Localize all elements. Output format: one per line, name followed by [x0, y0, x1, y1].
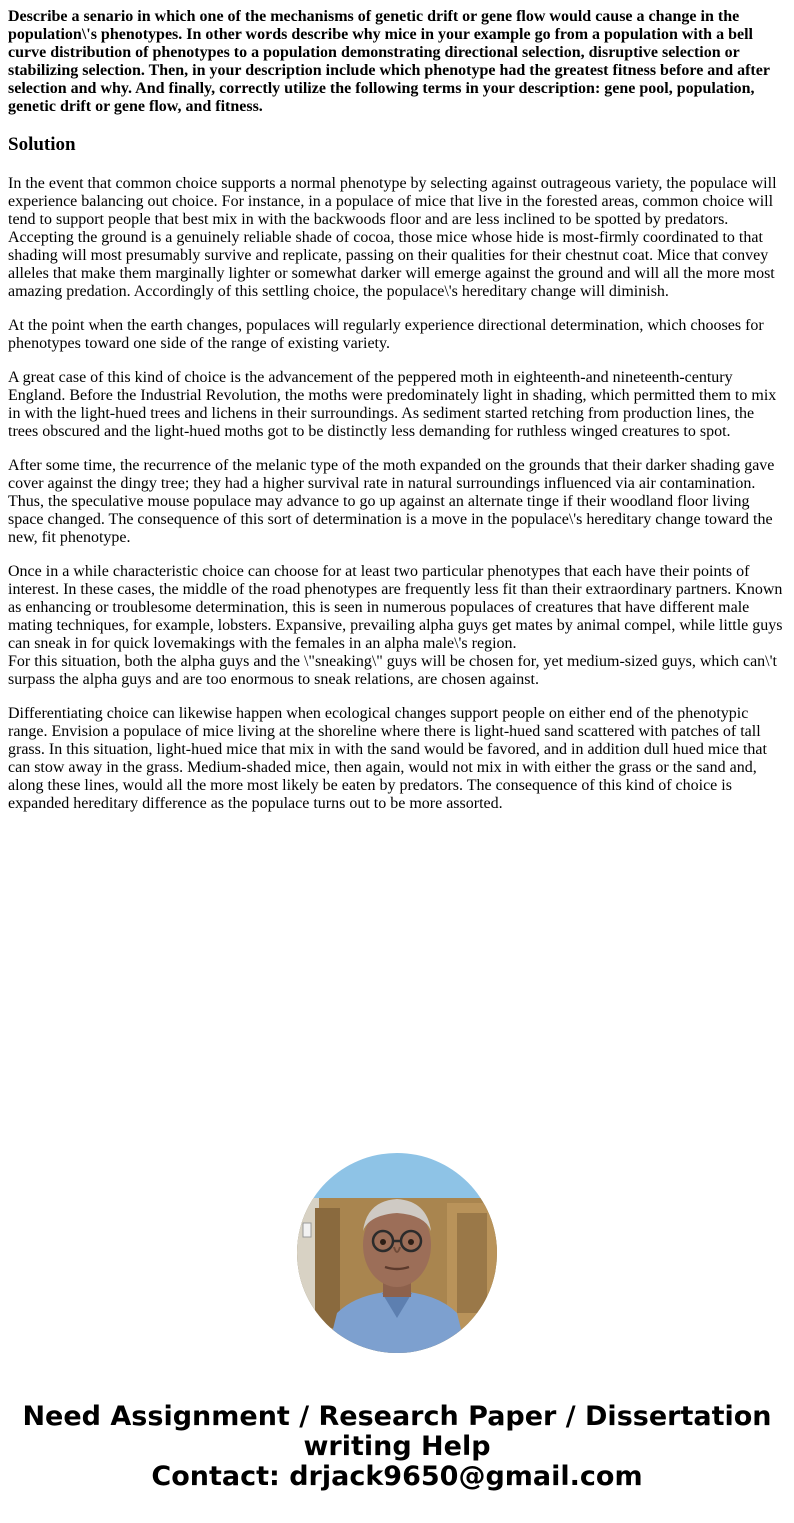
contact-footer [0, 1402, 794, 1492]
footer-line-1: Need Assignment / Research Paper / Dissertation [22, 1401, 772, 1432]
question-text: Describe a senario in which one of the mechanisms of genetic drift or gene flow would cause a change in the population\'s phenotypes. In other words describe why mice in your example go from a population with a bell curve distribution of phenotypes to a population demonstrating directional selection, disruptive selection or stabilizing selection. Then, in your description include which phenotype had the greatest fitness before and after selection and why. And finally, correctly utilize the following terms in your description: gene pool, population, genetic drift or gene flow, and fitness. [8, 8, 770, 115]
footer-contact-line: Contact: drjack9650@gmail.com [151, 1461, 643, 1492]
solution-paragraph-5 [8, 563, 786, 689]
footer-line-2: writing Help [303, 1431, 491, 1462]
solution-paragraph-5-part-2: For this situation, both the alpha guys and the \"sneaking\" guys will be chosen for, yet medium-sized guys, which can\'t surpass the alpha guys and are too enormous to sneak relations, are chosen against. [8, 653, 777, 688]
author-photo-icon [297, 1153, 497, 1353]
solution-paragraph-5-part-1: Once in a while characteristic choice can choose for at least two particular phenotypes that each have their points of interest. In these cases, the middle of the road phenotypes are frequently less fit than their extraordinary partners. Known as enhancing or troublesome determination, this is seen in numerous populaces of creatures that have different male mating techniques, for example, lobsters. Expansive, prevailing alpha guys get mates by animal compel, while little guys can sneak in for quick lovemakings with the females in an alpha male\'s region. [8, 563, 783, 652]
solution-heading: Solution [8, 134, 76, 155]
document-body [8, 8, 786, 829]
solution-paragraph-1: In the event that common choice supports a normal phenotype by selecting against outrageous variety, the populace will experience balancing out choice. For instance, in a populace of mice that live in the forested areas, common choice will tend to support people that best mix in with the backwoods floor and are less inclined to be spotted by predators. Accepting the ground is a genuinely reliable shade of cocoa, those mice whose hide is most-firmly coordinated to that shading will most presumably survive and replicate, passing on their qualities for their chestnut coat. Mice that convey alleles that make them marginally lighter or somewhat darker will emerge against the ground and will all the more most amazing predation. Accordingly of this settling choice, the populace\'s hereditary change will diminish. [8, 175, 777, 300]
author-avatar [297, 1153, 497, 1353]
solution-paragraph-6: Differentiating choice can likewise happen when ecological changes support people on either end of the phenotypic range. Envision a populace of mice living at the shoreline where there is light-hued sand scattered with patches of tall grass. In this situation, light-hued mice that mix in with the sand would be favored, and in addition dull hued mice that can stow away in the grass. Medium-shaded mice, then again, would not mix in with either the grass or the sand and, along these lines, would all the more most likely be eaten by predators. The consequence of this kind of choice is expanded hereditary difference as the populace turns out to be more assorted. [8, 705, 767, 812]
solution-paragraph-4: After some time, the recurrence of the melanic type of the moth expanded on the grounds that their darker shading gave cover against the dingy tree; they had a higher survival rate in natural surroundings influenced via air contamination. Thus, the speculative mouse populace may advance to go up against an alternate tinge if their woodland floor living space changed. The consequence of this sort of determination is a move in the populace\'s hereditary change toward the new, fit phenotype. [8, 457, 775, 546]
solution-paragraph-3: A great case of this kind of choice is the advancement of the peppered moth in eighteenth-and nineteenth-century England. Before the Industrial Revolution, the moths were predominately light in shading, which permitted them to mix in with the light-hued trees and lichens in their surroundings. As sediment started retching from production lines, the trees obscured and the light-hued moths got to be distinctly less demanding for ruthless winged creatures to spot. [8, 369, 777, 440]
solution-paragraph-2: At the point when the earth changes, populaces will regularly experience directional determination, which chooses for phenotypes toward one side of the range of existing variety. [8, 317, 764, 352]
